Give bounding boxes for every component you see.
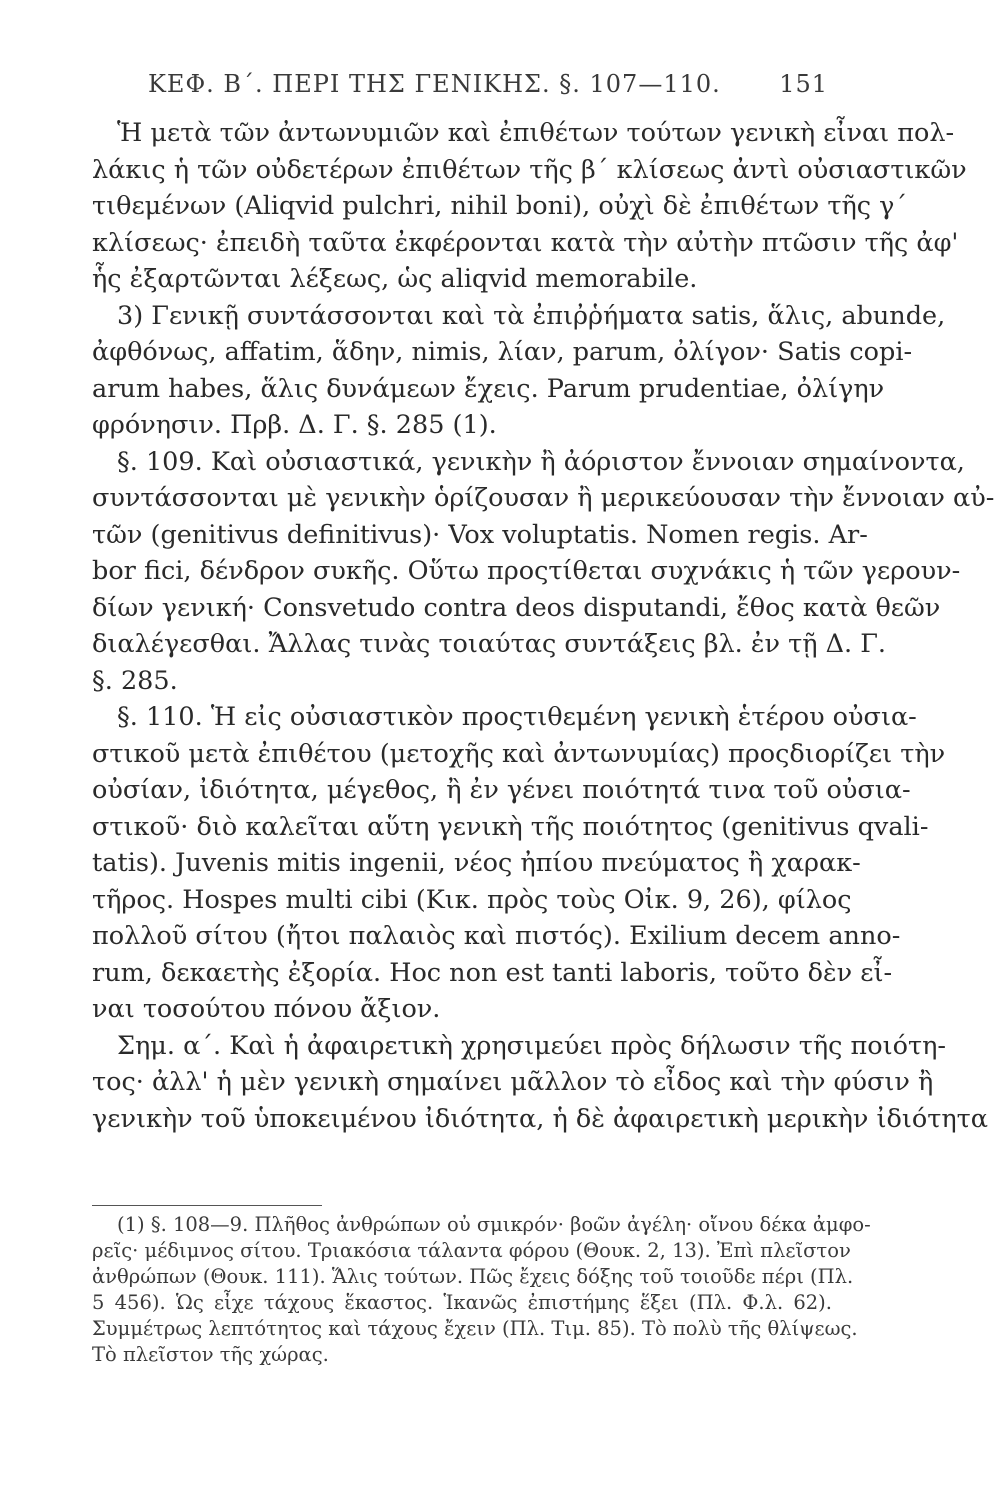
text-line: συντάσσονται μὲ γενικὴν ὁρίζουσαν ἢ μερικεύουσαν τὴν ἔννοιαν αὐ- (92, 483, 994, 513)
text-line: ἧς ἐξαρτῶνται λέξεως, ὡς aliqvid memorabile. (92, 264, 698, 294)
footnote-line: ρεῖς· μέδιμνος σίτου. Τριακόσια τάλαντα φόρου (Θουκ. 2, 13). Ἐπὶ πλεῖστον (92, 1239, 851, 1262)
text-line: τῶν (genitivus definitivus)· Vox voluptatis. Nomen regis. Ar- (92, 519, 868, 550)
footnote-line: 5 456). Ὡς εἶχε τάχους ἕκαστος. Ἱκανῶς ἐπιστήμης ἕξει (Πλ. Φ.λ. 62). (92, 1291, 832, 1314)
text-line: ἀφθόνως, affatim, ἅδην, nimis, λίαν, parum, ὀλίγον· Satis copi- (92, 337, 913, 367)
text-line: bor fici, δένδρον συκῆς. Οὕτω προςτίθεται συχνάκις ἡ τῶν γερουν- (92, 556, 961, 586)
text-line: rum, δεκαετὴς ἐξορία. Hoc non est tanti laboris, τοῦτο δὲν εἶ- (92, 957, 893, 988)
text-line: ναι τοσούτου πόνου ἄξιον. (92, 994, 441, 1024)
text-line: §. 109. Καὶ οὐσιαστικά, γενικὴν ἢ ἀόριστον ἔννοιαν σημαίνοντα, (117, 446, 965, 477)
text-line: 3) Γενικῇ συντάσσονται καὶ τὰ ἐπιῤῥήματα satis, ἅλις, abunde, (117, 300, 946, 331)
running-header (148, 70, 828, 98)
text-line: Ἡ μετὰ τῶν ἀντωνυμιῶν καὶ ἐπιθέτων τούτων γενικὴ εἶναι πολ- (117, 118, 955, 148)
text-line: φρόνησιν. Πρβ. Δ. Γ. §. 285 (1). (92, 410, 497, 440)
text-line: Σημ. α΄. Καὶ ἡ ἀφαιρετικὴ χρησιμεύει πρὸς δήλωσιν τῆς ποιότη- (117, 1030, 946, 1061)
text-line: διαλέγεσθαι. Ἄλλας τινὰς τοιαύτας συντάξεις βλ. ἐν τῇ Δ. Γ. (92, 629, 887, 659)
text-line: γενικὴν τοῦ ὑποκειμένου ἰδιότητα, ἡ δὲ ἀφαιρετικὴ μερικὴν ἰδιότητα (92, 1103, 988, 1134)
footnotes (92, 1212, 871, 1368)
footnote-line: Τὸ πλεῖστον τῆς χώρας. (92, 1343, 329, 1366)
text-line: πολλοῦ σίτου (ἤτοι παλαιὸς καὶ πιστός). Exilium decem anno- (92, 921, 901, 951)
text-line: tatis). Juvenis mitis ingenii, νέος ἠπίου πνεύματος ἢ χαρακ- (92, 848, 861, 878)
page-number: 151 (779, 70, 828, 98)
footnote-line: (1) §. 108—9. Πλῆθος ἀνθρώπων οὐ σμικρόν· βοῶν ἀγέλη· οἴνου δέκα ἀμφο- (117, 1213, 871, 1236)
text-line: οὐσίαν, ἰδιότητα, μέγεθος, ἢ ἐν γένει ποιότητά τινα τοῦ οὐσια- (92, 775, 911, 805)
text-line: στικοῦ μετὰ ἐπιθέτου (μετοχῆς καὶ ἀντωνυμίας) προςδιορίζει τὴν (92, 738, 946, 769)
text-line: δίων γενική· Consvetudo contra deos disputandi, ἔθος κατὰ θεῶν (92, 592, 941, 623)
text-line: τιθεμένων (Aliqvid pulchri, nihil boni), οὐχὶ δὲ ἐπιθέτων τῆς γ΄ (92, 191, 908, 221)
text-line: κλίσεως· ἐπειδὴ ταῦτα ἐκφέρονται κατὰ τὴν αὐτὴν πτῶσιν τῆς ἀφ' (92, 227, 959, 258)
main-text (92, 115, 994, 1137)
text-line: §. 110. Ἡ εἰς οὐσιαστικὸν προςτιθεμένη γενικὴ ἑτέρου οὐσια- (117, 702, 917, 732)
text-line: στικοῦ· διὸ καλεῖται αὕτη γενικὴ τῆς ποιότητος (genitivus qvali- (92, 811, 929, 842)
text-line: λάκις ἡ τῶν οὐδετέρων ἐπιθέτων τῆς β΄ κλίσεως ἀντὶ οὐσιαστικῶν (92, 154, 967, 185)
text-line: τῆρος. Hospes multi cibi (Κικ. πρὸς τοὺς Οἰκ. 9, 26), φίλος (92, 884, 852, 915)
text-line: §. 285. (92, 665, 178, 696)
footnote-line: ἀνθρώπων (Θουκ. 111). Ἅλις τούτων. Πῶς ἔχεις δόξης τοῦ τοιοῦδε πέρι (Πλ. (92, 1265, 854, 1288)
running-title: ΚΕΦ. Β΄. ΠΕΡΙ ΤΗΣ ΓΕΝΙΚΗΣ. §. 107—110. (148, 70, 721, 98)
footnote-divider (92, 1205, 322, 1206)
text-line: τος· ἀλλ' ἡ μὲν γενικὴ σημαίνει μᾶλλον τὸ εἶδος καὶ τὴν φύσιν ἢ (92, 1067, 934, 1097)
text-line: arum habes, ἅλις δυνάμεων ἔχεις. Parum prudentiae, ὀλίγην (92, 373, 885, 404)
footnote-line: Συμμέτρως λεπτότητος καὶ τάχους ἔχειν (Πλ. Τιμ. 85). Τὸ πολὺ τῆς θλίψεως. (92, 1317, 858, 1340)
